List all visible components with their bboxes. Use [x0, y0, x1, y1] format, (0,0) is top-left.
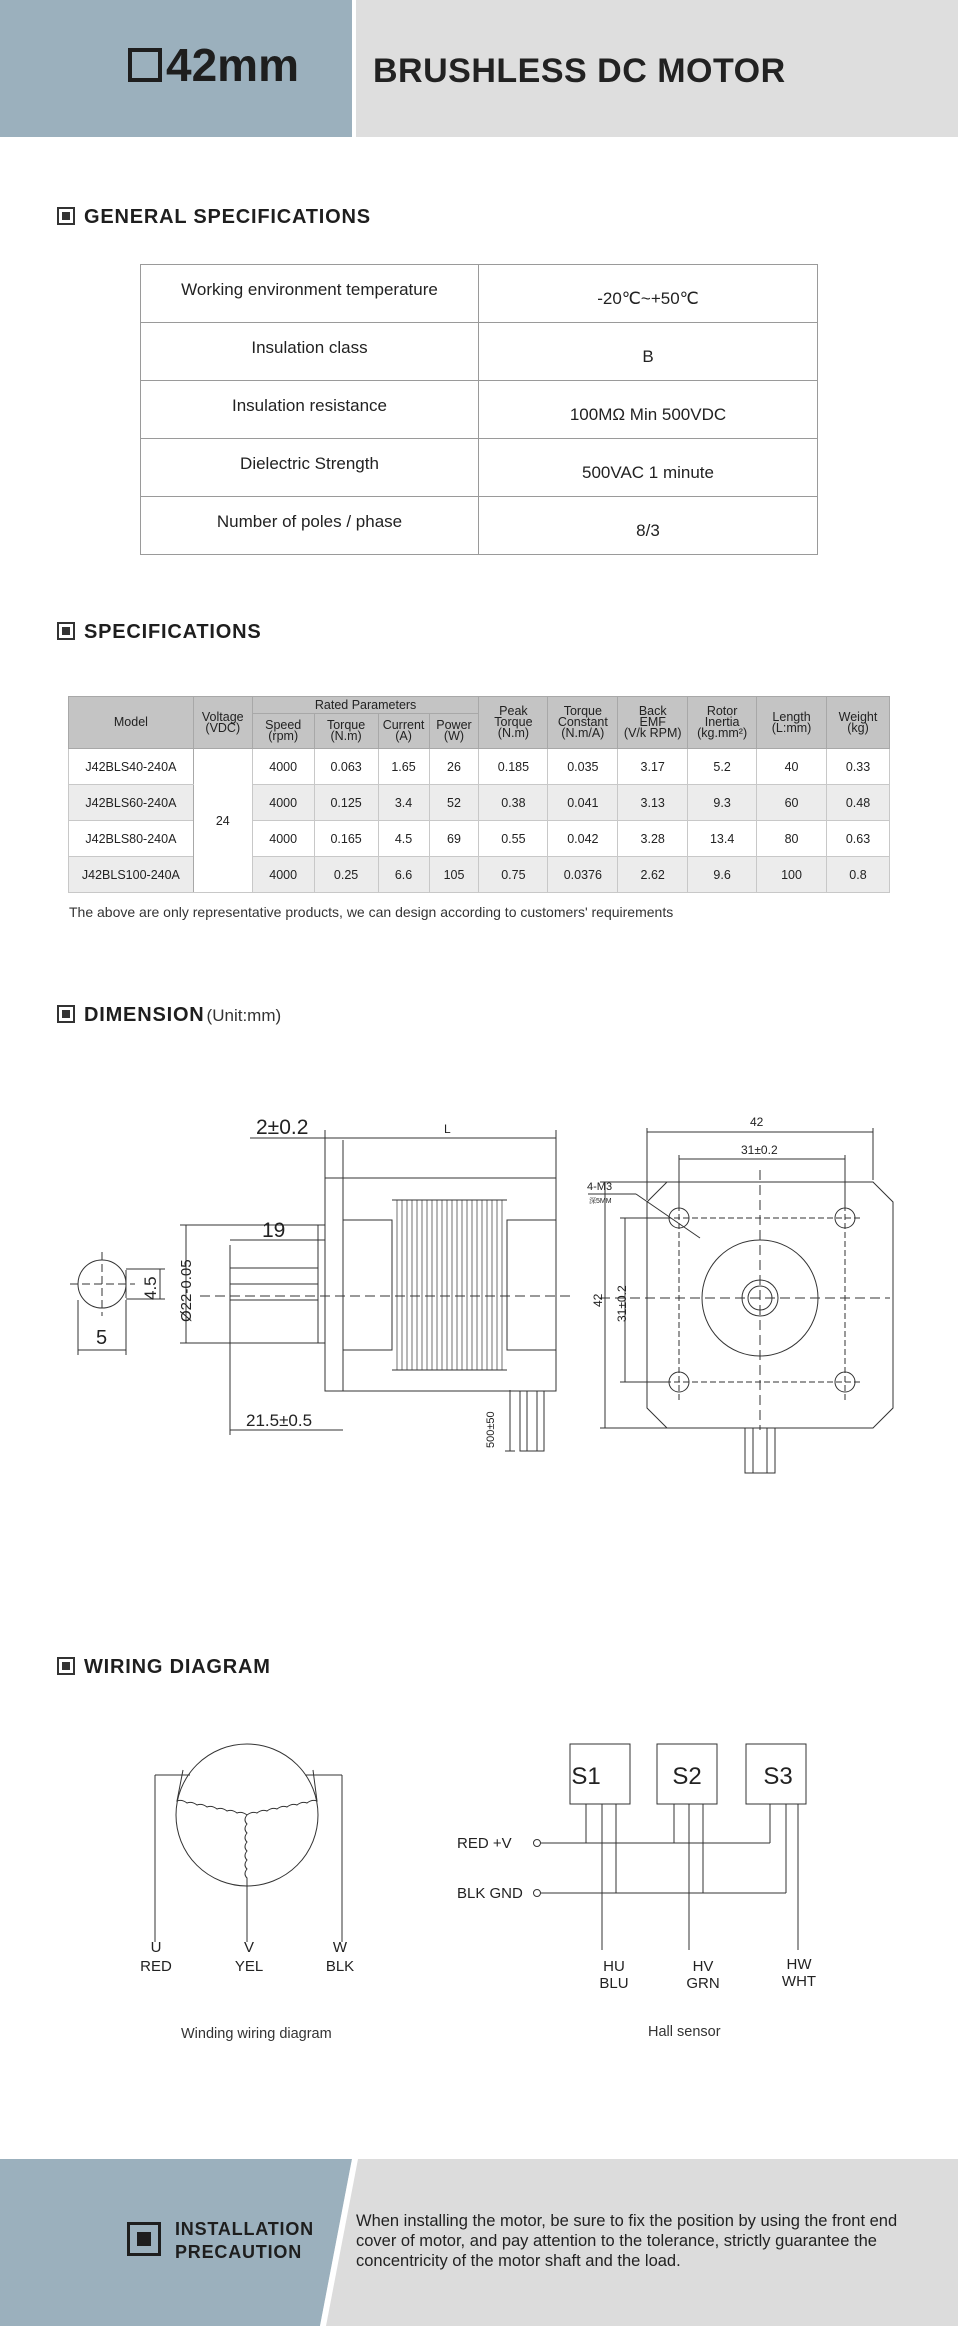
winding-diagram [155, 1744, 342, 1942]
dim-lead: 500±50 [485, 1411, 497, 1448]
hv-label: HV [692, 1958, 714, 1975]
dim-ext: 21.5±0.5 [246, 1411, 313, 1430]
v-color: YEL [234, 1958, 264, 1975]
hall-s2-label: S2 [672, 1763, 702, 1790]
spec-heading: SPECIFICATIONS [57, 620, 262, 644]
section-bullet-icon [57, 1005, 75, 1023]
square-icon [128, 48, 162, 82]
table-row: J42BLS100-240A 4000 0.25 6.6 105 0.75 0.0376 2.62 9.6 100 0.8 [69, 857, 890, 893]
spec-value: B [479, 323, 818, 381]
col-weight: Weight (kg) [826, 697, 889, 749]
voltage-cell: 24 [193, 749, 252, 893]
section-bullet-icon [57, 1657, 75, 1675]
spec-key: Insulation class [141, 323, 479, 381]
precaution-heading: INSTALLATION PRECAUTION [175, 2219, 314, 2262]
col-current: Current (A) [378, 714, 429, 749]
blk-label: BLK GND [457, 1885, 523, 1902]
motor-body [343, 1178, 556, 1391]
table-row [141, 323, 818, 381]
dim-shaft-d: 5 [96, 1327, 108, 1349]
frame-size-text: 42mm [166, 39, 299, 91]
hu-label: HU [603, 1958, 625, 1975]
hw-label: HW [786, 1956, 812, 1973]
spec-value: -20℃~+50℃ [479, 265, 818, 323]
spec-key: Dielectric Strength [141, 439, 479, 497]
dim-flange: 2±0.2 [256, 1116, 309, 1139]
dim-depth: 深5MM [589, 1198, 612, 1205]
dim-length: L [444, 1122, 451, 1136]
u-label: U [150, 1939, 162, 1956]
dim-screw: 4-M3 [587, 1181, 613, 1193]
precaution-text: When installing the motor, be sure to fix the position by using the front end cover of motor, and pay attention to the tolerance, strictly guarantee the concentricity of the motor shaft and the load. [356, 2212, 898, 2270]
dim-bolt-v: 31±0.2 [615, 1285, 629, 1322]
red-label: RED +V [457, 1835, 512, 1852]
v-label: V [243, 1939, 255, 1956]
dimension-heading: DIMENSION (Unit:mm) [57, 1003, 281, 1027]
col-tconst: Torque Constant (N.m/A) [548, 697, 618, 749]
w-color: BLK [325, 1958, 355, 1975]
header-divider [352, 0, 356, 137]
hall-s1-label: S1 [571, 1763, 601, 1790]
section-bullet-icon [57, 622, 75, 640]
table-row [141, 439, 818, 497]
table-row [141, 265, 818, 323]
spec-key: Working environment temperature [141, 265, 479, 323]
wiring-heading: WIRING DIAGRAM [57, 1655, 271, 1679]
col-inertia: Rotor Inertia (kg.mm²) [688, 697, 757, 749]
table-row: J42BLS80-240A 4000 0.165 4.5 69 0.55 0.042 3.28 13.4 80 0.63 [69, 821, 890, 857]
col-torque: Torque (N.m) [314, 714, 378, 749]
spec-table [68, 696, 890, 893]
table-row [141, 497, 818, 555]
wiring-drawing [0, 1730, 958, 2030]
section-bullet-icon [57, 207, 75, 225]
spec-key: Number of poles / phase [141, 497, 479, 555]
hv-color: GRN [686, 1975, 720, 1992]
page-title: BRUSHLESS DC MOTOR [373, 52, 786, 90]
hall-s3-label: S3 [763, 1763, 793, 1790]
spec-key: Insulation resistance [141, 381, 479, 439]
col-bemf: Back EMF (V/k RPM) [618, 697, 688, 749]
spec-value: 100MΩ Min 500VDC [479, 381, 818, 439]
col-rated: Rated Parameters [252, 697, 479, 714]
dim-height: 42 [591, 1293, 605, 1307]
col-voltage: Voltage (VDC) [193, 697, 252, 749]
table-row: J42BLS60-240A 4000 0.125 3.4 52 0.38 0.041 3.13 9.3 60 0.48 [69, 785, 890, 821]
winding-caption: Winding wiring diagram [181, 2026, 332, 2042]
hall-caption: Hall sensor [648, 2024, 721, 2040]
general-spec-table [140, 264, 818, 555]
hu-color: BLU [599, 1975, 629, 1992]
dim-width: 42 [750, 1115, 764, 1129]
col-model: Model [69, 697, 194, 749]
table-row: J42BLS40-240A 24 4000 0.063 1.65 26 0.185 0.035 3.17 5.2 40 0.33 [69, 749, 890, 785]
hw-color: WHT [781, 1973, 817, 1990]
dimension-drawing [0, 1100, 958, 1500]
precaution-icon [127, 2222, 161, 2256]
general-spec-heading: GENERAL SPECIFICATIONS [57, 205, 371, 229]
col-peak: Peak Torque (N.m) [479, 697, 548, 749]
dim-pilot: Ø22-0.05 [178, 1259, 195, 1322]
col-length: Length (L:mm) [757, 697, 827, 749]
dim-shaft-len: 19 [262, 1219, 286, 1242]
dim-bolt: 31±0.2 [741, 1143, 778, 1157]
col-speed: Speed (rpm) [252, 714, 314, 749]
w-label: W [332, 1939, 348, 1956]
spec-note: The above are only representative products, we can design according to customers' requirements [69, 904, 674, 920]
u-color: RED [140, 1958, 172, 1975]
table-row [141, 381, 818, 439]
spec-value: 500VAC 1 minute [479, 439, 818, 497]
frame-size [128, 38, 299, 92]
col-power: Power (W) [429, 714, 479, 749]
dim-flat: 4.5 [141, 1276, 160, 1300]
spec-value: 8/3 [479, 497, 818, 555]
